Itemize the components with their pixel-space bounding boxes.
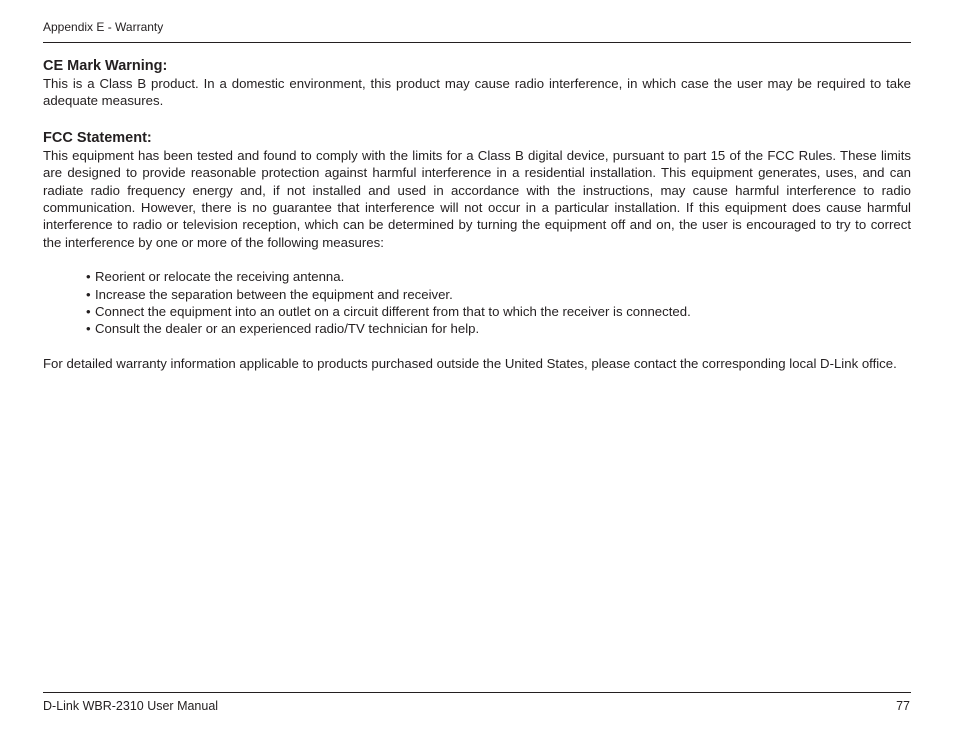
footer-page-number: 77 (896, 699, 910, 713)
list-item (86, 268, 911, 285)
warranty-closing-text: For detailed warranty information applicable to products purchased outside the United States, please contact the corresponding local D-Link office. (43, 355, 897, 371)
list-item (86, 303, 911, 320)
bullet-icon: • (86, 321, 91, 337)
ce-mark-section (43, 57, 911, 110)
fcc-heading: FCC Statement: (43, 129, 152, 146)
ce-mark-text: This is a Class B product. In a domestic environment, this product may cause radio interference, in which case the user may be required to take adequate measures. (43, 76, 911, 109)
list-item (86, 286, 911, 303)
bullet-icon: • (86, 269, 91, 285)
footer-manual-title: D-Link WBR-2310 User Manual (43, 699, 219, 713)
bullet-icon: • (86, 304, 91, 320)
header-divider (43, 42, 911, 43)
measure-text: Increase the separation between the equipment and receiver. (95, 286, 453, 302)
page-header-title: Appendix E - Warranty (43, 20, 164, 34)
footer-divider (43, 692, 911, 693)
list-item (86, 320, 911, 337)
measure-text: Reorient or relocate the receiving antenna. (95, 269, 345, 285)
fcc-section (43, 129, 911, 372)
fcc-text: This equipment has been tested and found to comply with the limits for a Class B digital device, pursuant to part 15 of the FCC Rules. These limits are designed to provide reasonable protection against harmful interference in a residential installation. This equipment generates, uses, and can radiate radio frequency energy and, if not installed and used in accordance with the instructions, may cause harmful interference to radio communication. However, there is no guarantee that interference will not occur in a particular installation. If this equipment does cause harmful interference to radio or television reception, which can be determined by turning the equipment off and on, the user is encouraged to try to correct the interference by one or more of the following measures: (43, 147, 911, 250)
bullet-icon: • (86, 286, 91, 302)
page-content (43, 57, 911, 372)
ce-mark-heading: CE Mark Warning: (43, 58, 168, 74)
measure-text: Consult the dealer or an experienced radio/TV technician for help. (95, 321, 480, 337)
section-spacer (43, 110, 911, 129)
fcc-measures-list (43, 268, 911, 338)
measure-text: Connect the equipment into an outlet on a circuit different from that to which the receiver is connected. (95, 304, 691, 320)
